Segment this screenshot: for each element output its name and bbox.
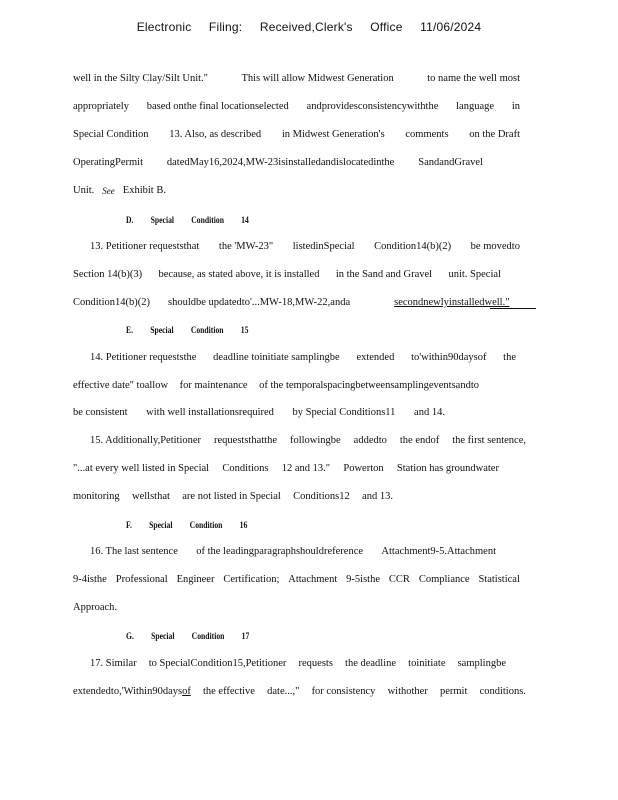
paragraph-16-line-2	[73, 573, 520, 587]
paragraph-1-line-2	[73, 100, 520, 114]
text-run: to name the well most	[427, 73, 520, 84]
text-run: Attachment9-5.Attachment	[381, 546, 496, 557]
text-run: Special Condition	[73, 129, 149, 140]
text-run: the first sentence,	[452, 435, 526, 446]
paragraph-13-line-1	[90, 240, 520, 254]
text-run: extended	[356, 352, 395, 363]
text-run: 9-4isthe	[73, 574, 107, 585]
text-run: Conditions	[222, 463, 269, 474]
text-run: language	[456, 101, 495, 112]
text-run: CCR	[388, 574, 410, 585]
text-run: to'within90daysof	[411, 352, 487, 363]
underlined-text: of	[182, 686, 191, 697]
text-run: 13. Also, as described	[169, 129, 262, 140]
text-run: followingbe	[289, 435, 341, 446]
text-run: to SpecialCondition15,Petitioner	[148, 658, 287, 669]
text-run: SandandGravel	[418, 157, 483, 168]
text-run: 14. Petitioner requeststhe	[90, 352, 197, 363]
text-run: wellsthat	[132, 491, 170, 502]
text-run: samplingbe	[457, 658, 506, 669]
text-run: 15. Additionally,Petitioner	[90, 435, 202, 446]
text-run: listedinSpecial	[292, 241, 355, 252]
text-run: Conditions12	[293, 491, 350, 502]
text-run: Professional	[115, 574, 168, 585]
text-run: the deadline	[345, 658, 397, 669]
text-run: based onthe final locationselected	[146, 101, 289, 112]
text-run: Compliance	[418, 574, 470, 585]
text-run: Attachment	[288, 574, 338, 585]
text-run: 12 and 13."	[281, 463, 331, 474]
text-run: Condition14(b)(2)	[73, 297, 150, 308]
text-run: conditions.	[479, 686, 526, 697]
paragraph-15-line-2	[73, 462, 499, 476]
paragraph-1-line-3	[73, 128, 520, 142]
text-run: monitoring	[73, 491, 120, 502]
paragraph-14-line-1	[90, 351, 516, 365]
text-run: because, as stated above, it is installed	[158, 269, 320, 280]
text-run: and 13.	[362, 491, 393, 502]
section-heading-d: D. Special Condition 14	[126, 215, 249, 225]
text-run: requeststhatthe	[214, 435, 277, 446]
text-run: in	[511, 101, 520, 112]
text-run: and 14.	[414, 407, 445, 418]
text-run: Certification;	[223, 574, 280, 585]
text-run: 13. Petitioner requeststhat	[90, 241, 200, 252]
text-run: date...,"	[267, 686, 300, 697]
paragraph-13-line-2	[73, 268, 501, 282]
text-run: OperatingPermit	[73, 157, 143, 168]
text-run: Station has groundwater	[396, 463, 499, 474]
paragraph-17-line-1	[90, 657, 506, 671]
text-run: permit	[439, 686, 468, 697]
text-run: unit. Special	[448, 269, 501, 280]
section-heading-f: F. Special Condition 16	[126, 520, 248, 530]
text-run: datedMay16,2024,MW-23isinstalledandislocatedinthe	[166, 157, 395, 168]
text-run: toinitiate	[408, 658, 446, 669]
text-run: appropriately	[73, 101, 129, 112]
text-run: Approach.	[73, 602, 118, 613]
text-run: of the leadingparagraphshouldreference	[196, 546, 364, 557]
text-run: effective date" toallow	[73, 380, 169, 391]
text-run: by Special Conditions11	[292, 407, 396, 418]
text-run: the 'MW-23"	[218, 241, 274, 252]
text-run: for maintenance	[179, 380, 248, 391]
text-run: withother	[387, 686, 428, 697]
text-run: This will allow Midwest Generation	[241, 73, 394, 84]
paragraph-15-line-1	[90, 434, 526, 448]
text-run: 17. Similar	[90, 658, 137, 669]
text-run: on the Draft	[469, 129, 520, 140]
paragraph-1-line-1	[73, 72, 520, 86]
underline-extension	[490, 308, 536, 309]
text-run: andprovidesconsistencywiththe	[306, 101, 439, 112]
paragraph-1-line-5	[73, 184, 520, 198]
text-run: the endof	[399, 435, 440, 446]
text-run: with well installationsrequired	[146, 407, 274, 418]
text-run: Powerton	[343, 463, 384, 474]
text-run: the effective	[202, 686, 255, 697]
exhibit-reference: Exhibit B.	[122, 185, 166, 196]
text-run: be consistent	[73, 407, 128, 418]
paragraph-14-line-3	[73, 406, 445, 420]
text-run: the	[503, 352, 516, 363]
text-run: 9-5isthe	[346, 574, 380, 585]
text-run: are not listed in Special	[182, 491, 281, 502]
text-run: deadline toinitiate samplingbe	[213, 352, 340, 363]
text-run: "...at every well listed in Special	[73, 463, 210, 474]
text-run: Statistical	[478, 574, 520, 585]
paragraph-14-line-2	[73, 379, 479, 393]
section-heading-e: E. Special Condition 15	[126, 325, 249, 335]
paragraph-16-line-1	[90, 545, 496, 559]
text-run: addedto	[353, 435, 387, 446]
paragraph-1-line-4	[73, 156, 483, 170]
text-run: Unit.	[73, 185, 95, 196]
paragraph-17-line-2	[73, 685, 526, 699]
text-run: Section 14(b)(3)	[73, 269, 143, 280]
text-run: shouldbe updatedto'...MW-18,MW-22,anda	[168, 297, 351, 308]
text-run: requests	[298, 658, 333, 669]
text-run: Engineer	[176, 574, 215, 585]
text-run: be movedto	[470, 241, 520, 252]
text-run: comments	[405, 129, 449, 140]
text-run: extendedto,'Within90days	[73, 686, 183, 697]
text-run: 16. The last sentence	[90, 546, 178, 557]
text-run	[73, 685, 191, 699]
filing-stamp-header: Electronic Filing: Received,Clerk's Office 11/06/2024	[136, 20, 482, 34]
section-heading-g: G. Special Condition 17	[126, 631, 250, 641]
paragraph-16-line-3	[73, 601, 520, 615]
text-run: of the temporalspacingbetweensamplingeventsandto	[259, 380, 479, 391]
text-run: Condition14(b)(2)	[374, 241, 452, 252]
underlined-text: secondnewlyinstalledwell."	[394, 297, 510, 308]
paragraph-15-line-3	[73, 490, 393, 504]
text-run: well in the Silty Clay/Silt Unit."	[73, 73, 208, 84]
see-signal: See	[102, 186, 115, 196]
text-run: in the Sand and Gravel	[335, 269, 433, 280]
paragraph-13-line-3	[73, 296, 543, 310]
text-run: in Midwest Generation's	[281, 129, 385, 140]
text-run: for consistency	[311, 686, 376, 697]
